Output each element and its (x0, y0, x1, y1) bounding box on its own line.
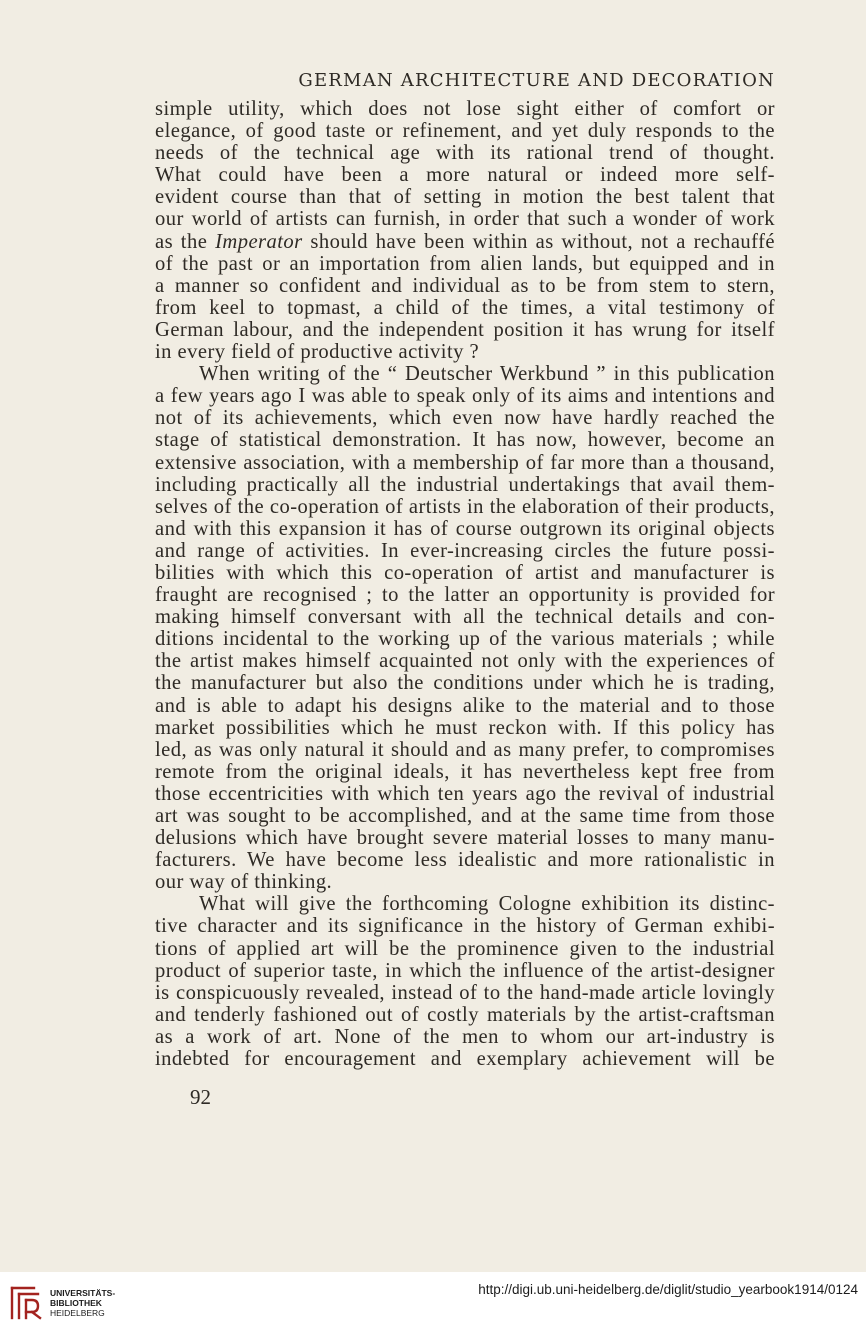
institution-line: HEIDELBERG (50, 1308, 105, 1318)
text-line: remote from the original ideals, it has nevertheless kept free from (155, 760, 775, 783)
text-line: a few years ago I was able to speak only of its aims and intentions and (155, 385, 775, 408)
text-line: What could have been a more natural or indeed more self- (155, 164, 775, 187)
footer-bar (0, 1272, 866, 1334)
text-line: is conspicuously revealed, instead of to the hand-made article lovingly (155, 981, 775, 1004)
text-line: needs of the technical age with its rational trend of thought. (155, 142, 775, 165)
text-line: and is able to adapt his designs alike to the material and to those (155, 694, 775, 717)
text-line: in every field of productive activity ? (155, 341, 480, 364)
text-line: including practically all the industrial undertakings that avail them- (155, 473, 775, 496)
text-line: led, as was only natural it should and as many prefer, to compromises (155, 738, 775, 761)
text-line: and with this expansion it has of course outgrown its original objects (155, 517, 775, 540)
text-line: fraught are recognised ; to the latter an opportunity is provided for (155, 584, 775, 607)
text-line: our way of thinking. (155, 871, 333, 894)
text-line: a manner so confident and individual as to be from stem to stern, (155, 274, 775, 297)
text-line: German labour, and the independent position it has wrung for itself (155, 318, 775, 341)
text-line: those eccentricities with which ten years ago the revival of industrial (155, 782, 775, 805)
text-line: the artist makes himself acquainted not only with the experiences of (155, 650, 775, 673)
text-line: from keel to topmast, a child of the times, a vital testimony of (155, 296, 775, 319)
text-line: tive character and its significance in the history of German exhibi- (155, 915, 775, 938)
text-line: What will give the forthcoming Cologne exhibition its distinc- (199, 893, 775, 916)
text-line: the manufacturer but also the conditions under which he is trading, (155, 672, 775, 695)
body-text (155, 98, 775, 1070)
text-line: facturers. We have become less idealistic and more rationalistic in (155, 849, 775, 872)
institution-line: UNIVERSITÄTS- (50, 1288, 116, 1298)
university-library-logo-icon (8, 1282, 44, 1322)
text-line: our world of artists can furnish, in order that such a wonder of work (155, 208, 775, 231)
text-line: bilities with which this co-operation of artist and manufacturer is (155, 561, 775, 584)
text-line: tions of applied art will be the prominence given to the industrial (155, 937, 775, 960)
text-line: and range of activities. In ever-increasing circles the future possi- (155, 539, 775, 562)
text-line: as a work of art. None of the men to whom our art-industry is (155, 1025, 775, 1048)
text-line: not of its achievements, which even now have hardly reached the (155, 407, 775, 430)
running-header: GERMAN ARCHITECTURE AND DECORATION (298, 70, 775, 91)
text-line: of the past or an importation from alien lands, but equipped and in (155, 252, 775, 275)
text-line: and tenderly fashioned out of costly materials by the artist-craftsman (155, 1003, 775, 1026)
text-line: market possibilities which he must reckon with. If this policy has (155, 716, 775, 739)
text-line: indebted for encouragement and exemplary achievement will be (155, 1048, 775, 1071)
text-line: as the Imperator should have been within as without, not a rechauffé (155, 230, 775, 253)
text-line: making himself conversant with all the technical details and con- (155, 606, 775, 629)
text-line: ditions incidental to the working up of the various materials ; while (155, 628, 775, 651)
text-line: When writing of the “ Deutscher Werkbund ” in this publication (199, 363, 775, 386)
text-line: delusions which have brought severe material losses to many manu- (155, 827, 775, 850)
ship-name: Imperator (215, 230, 303, 253)
text-line: evident course than that of setting in motion the best talent that (155, 186, 775, 209)
text-line: stage of statistical demonstration. It has now, however, become an (155, 429, 775, 452)
text-line: elegance, of good taste or refinement, and yet duly responds to the (155, 120, 775, 143)
text-line: selves of the co-operation of artists in the elaboration of their products, (155, 495, 775, 518)
institution-line: BIBLIOTHEK (50, 1298, 102, 1308)
text-line: simple utility, which does not lose sight either of comfort or (155, 98, 775, 120)
text-line: product of superior taste, in which the influence of the artist-designer (155, 959, 775, 982)
permalink-url[interactable]: http://digi.ub.uni-heidelberg.de/diglit/studio_yearbook1914/0124 (478, 1282, 858, 1297)
page-number: 92 (190, 1085, 211, 1109)
text-line: art was sought to be accomplished, and at the same time from those (155, 805, 775, 827)
text-line: extensive association, with a membership of far more than a thousand, (155, 451, 775, 474)
institution-name (50, 1288, 115, 1318)
